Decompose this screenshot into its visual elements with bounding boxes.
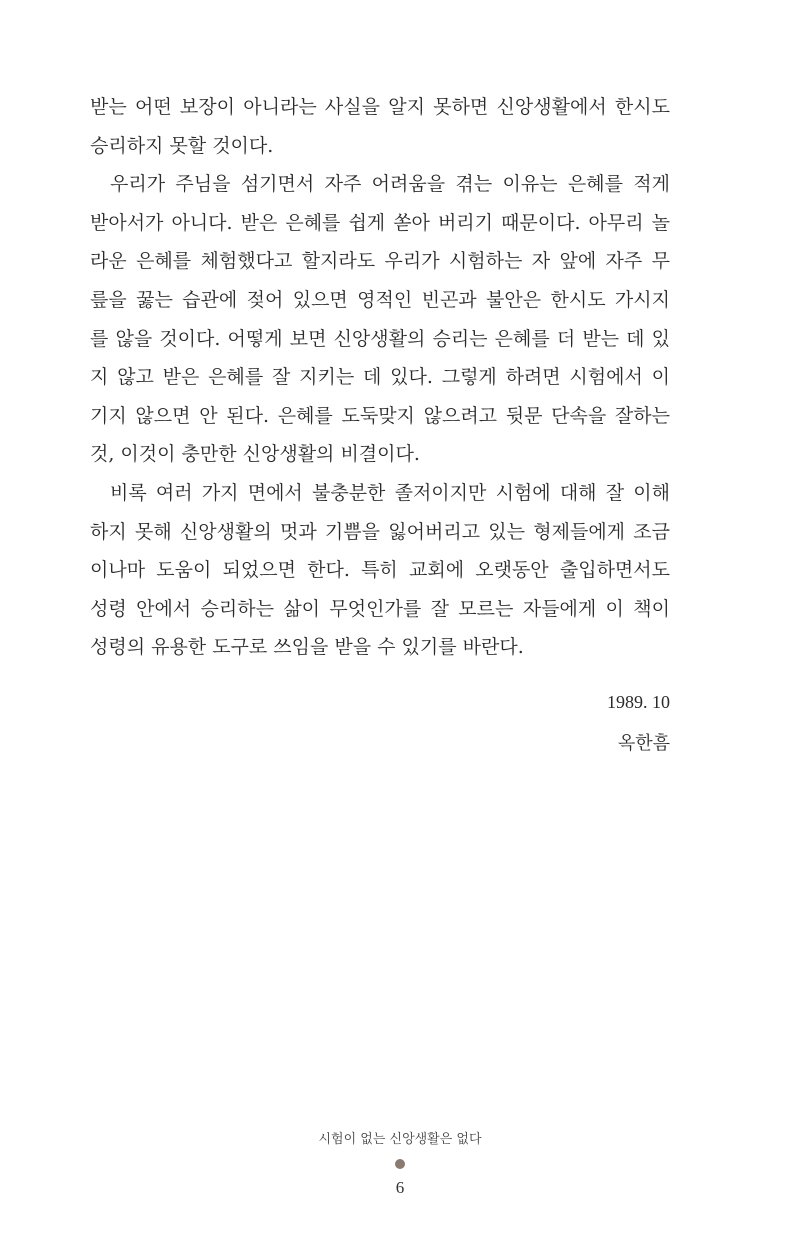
body-line: 받는 어떤 보장이 아니라는 사실을 알지 못하면 신앙생활에서 한시도 [90, 96, 670, 118]
body-line: 하지 못해 신앙생활의 멋과 기쁨을 잃어버리고 있는 형제들에게 조금 [90, 520, 670, 543]
body-line: 라운 은혜를 체험했다고 할지라도 우리가 시험하는 자 앞에 자주 무 [90, 250, 670, 273]
footer-dot-icon [395, 1159, 405, 1169]
body-line: 받아서가 아니다. 받은 은혜를 쉽게 쏟아 버리기 때문이다. 아무리 놀 [90, 211, 670, 234]
body-line: 것, 이것이 충만한 신앙생활의 비결이다. [90, 443, 420, 466]
body-line: 우리가 주님을 섬기면서 자주 어려움을 겪는 이유는 은혜를 적게 [110, 173, 670, 196]
body-line: 기지 않으면 안 된다. 은혜를 도둑맞지 않으려고 뒷문 단속을 잘하는 [90, 404, 670, 427]
page-number: 6 [395, 1178, 405, 1197]
body-line: 릎을 꿇는 습관에 젖어 있으면 영적인 빈곤과 불안은 한시도 가시지 [90, 288, 670, 311]
body-line: 성령 안에서 승리하는 삶이 무엇인가를 잘 모르는 자들에게 이 책이 [90, 597, 670, 620]
body-line: 이나마 도움이 되었으면 한다. 특히 교회에 오랫동안 출입하면서도 [90, 559, 670, 582]
body-line: 승리하지 못할 것이다. [90, 134, 274, 157]
body-line: 비록 여러 가지 면에서 불충분한 졸저이지만 시험에 대해 잘 이해 [110, 481, 670, 504]
body-line: 를 않을 것이다. 어떻게 보면 신앙생활의 승리는 은혜를 더 받는 데 있 [90, 327, 670, 350]
signature-author: 옥한흠 [617, 733, 670, 754]
body-line: 지 않고 받은 은혜를 잘 지키는 데 있다. 그렇게 하려면 시험에서 이 [90, 366, 670, 389]
page-body [90, 88, 670, 667]
signature-date: 1989. 10 [607, 692, 670, 712]
running-footer-title: 시험이 없는 신앙생활은 없다 [318, 1132, 482, 1147]
body-line: 성령의 유용한 도구로 쓰임을 받을 수 있기를 바란다. [90, 636, 524, 659]
